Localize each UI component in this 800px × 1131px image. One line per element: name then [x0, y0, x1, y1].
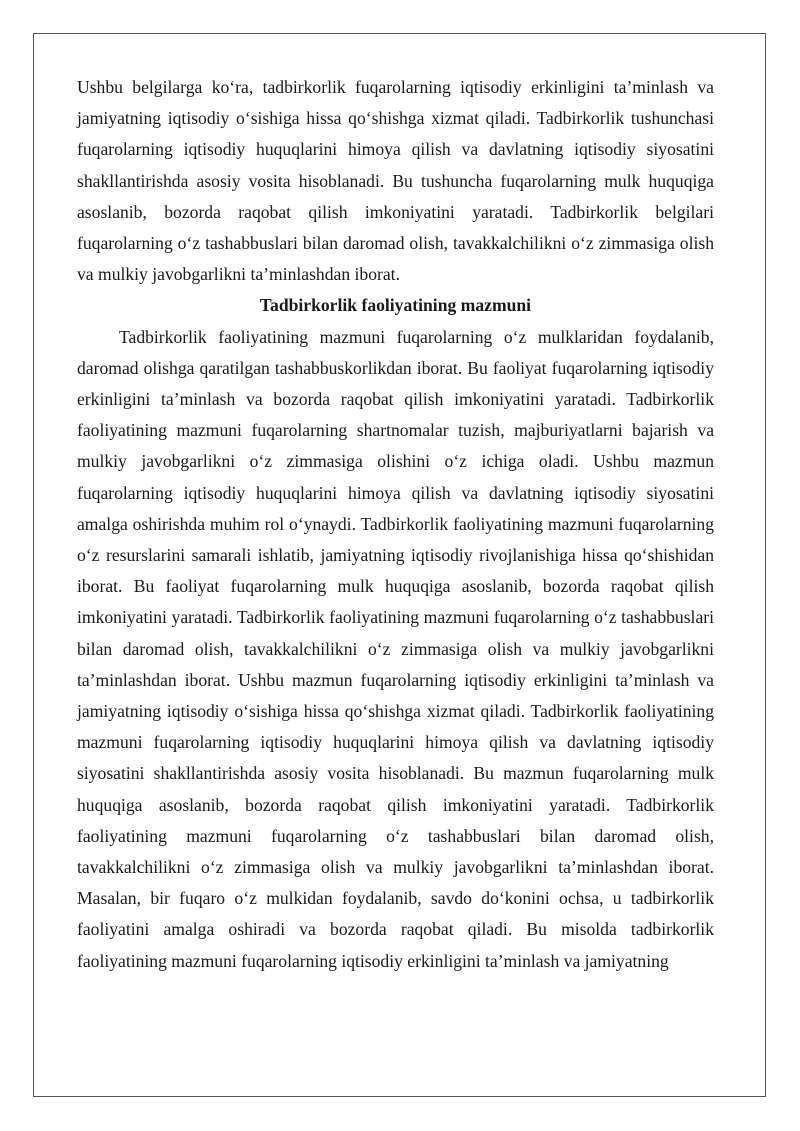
section-heading: Tadbirkorlik faoliyatining mazmuni: [259, 295, 532, 316]
body-paragraph: Tadbirkorlik faoliyatining mazmuni fuqarolarning o‘z mulklaridan foydalanib, daromad olishga qaratilgan tashabbuskorlikdan iborat. Bu faoliyat fuqarolarning iqtisodiy erkinligini ta’minlash va bozorda raqobat qilish imkoniyatini yaratadi. Tadbirkorlik faoliyatining mazmuni fuqarolarning shartnomalar tuzish, majburiyatlarni bajarish va mulkiy javobgarlikni o‘z zimmasiga olishini o‘z ichiga oladi. Ushbu mazmun fuqarolarning iqtisodiy huquqlarini himoya qilish va davlatning iqtisodiy siyosatini amalga oshirishda muhim rol o‘ynaydi. Tadbirkorlik faoliyatining mazmuni fuqarolarning o‘z resurslarini samarali ishlatib, jamiyatning iqtisodiy rivojlanishiga hissa qo‘shishidan iborat. Bu faoliyat fuqarolarning mulk huquqiga asoslanib, bozorda raqobat qilish imkoniyatini yaratadi. Tadbirkorlik faoliyatining mazmuni fuqarolarning o‘z tashabbuslari bilan daromad olish, tavakkalchilikni o‘z zimmasiga olish va mulkiy javobgarlikni ta’minlashdan iborat. Ushbu mazmun fuqarolarning iqtisodiy erkinligini ta’minlash va jamiyatning iqtisodiy o‘sishiga hissa qo‘shishga xizmat qiladi. Tadbirkorlik faoliyatining mazmuni fuqarolarning iqtisodiy huquqlarini himoya qilish va davlatning iqtisodiy siyosatini shakllantirishda asosiy vosita hisoblanadi. Bu mazmun fuqarolarning mulk huquqiga asoslanib, bozorda raqobat qilish imkoniyatini yaratadi. Tadbirkorlik faoliyatining mazmuni fuqarolarning o‘z tashabbuslari bilan daromad olish, tavakkalchilikni o‘z zimmasiga olish va mulkiy javobgarlikni ta’minlashdan iborat. Masalan, bir fuqaro o‘z mulkidan foydalanib, savdo do‘konini ochsa, u tadbirkorlik faoliyatini amalga oshiradi va bozorda raqobat qiladi. Bu misolda tadbirkorlik faoliyatining mazmuni fuqarolarning iqtisodiy erkinligini ta’minlash va jamiyatning: [77, 326, 714, 971]
document-body: [77, 72, 714, 977]
intro-paragraph: Ushbu belgilarga ko‘ra, tadbirkorlik fuqarolarning iqtisodiy erkinligini ta’minlash va jamiyatning iqtisodiy o‘sishiga hissa qo‘shishga xizmat qiladi. Tadbirkorlik tushunchasi fuqarolarning iqtisodiy huquqlarini himoya qilish va davlatning iqtisodiy siyosatini shakllantirishda asosiy vosita hisoblanadi. Bu tushuncha fuqarolarning mulk huquqiga asoslanib, bozorda raqobat qilish imkoniyatini yaratadi. Tadbirkorlik belgilari fuqarolarning o‘z tashabbuslari bilan daromad olish, tavakkalchilikni o‘z zimmasiga olish va mulkiy javobgarlikni ta’minlashdan iborat.: [77, 77, 714, 285]
